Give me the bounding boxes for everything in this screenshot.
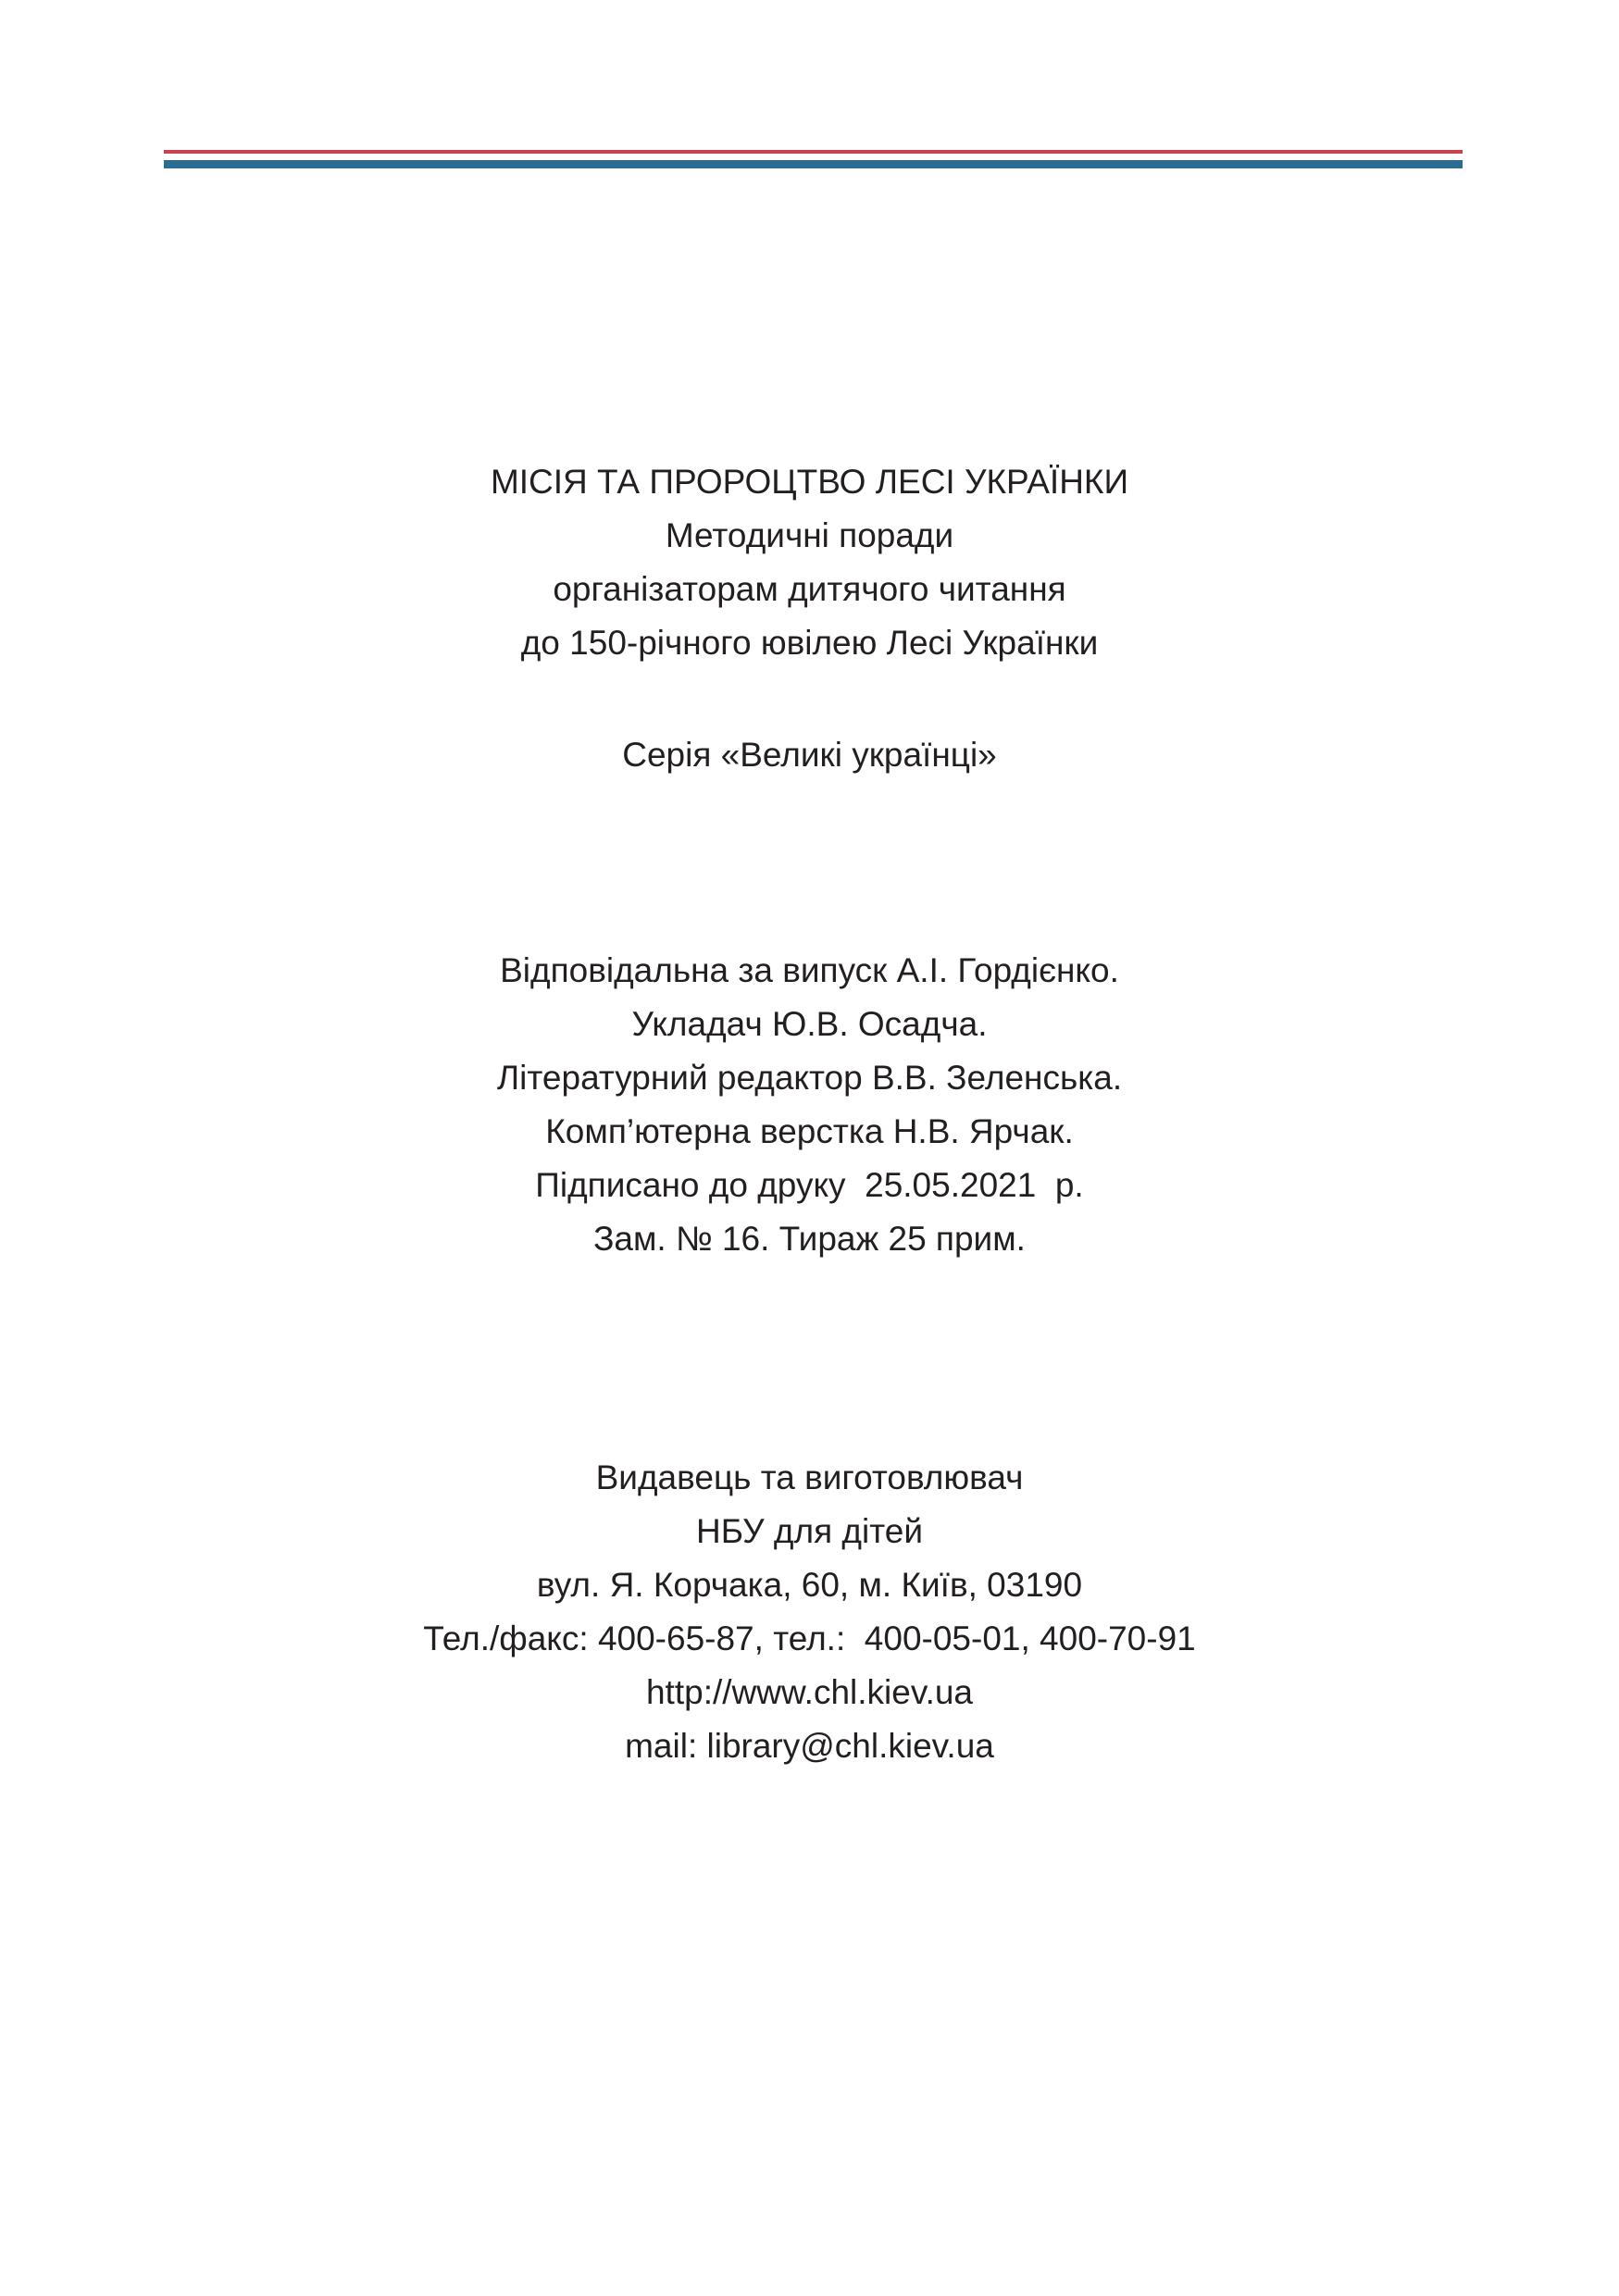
book-subtitle: Методичні поради (665, 516, 954, 554)
book-audience: організаторам дитячого читання (553, 570, 1066, 608)
credit-compiler: Укладач Ю.В. Осадча. (631, 1005, 988, 1043)
header-rule-red (164, 150, 1463, 154)
title-block (0, 455, 1619, 670)
series-name: Серія «Великі українці» (622, 736, 997, 774)
credit-layout: Комп’ютерна верстка Н.В. Ярчак. (545, 1112, 1074, 1150)
publisher-address: вул. Я. Корчака, 60, м. Київ, 03190 (536, 1566, 1083, 1604)
publisher-website: http://www.chl.kiev.ua (645, 1673, 974, 1711)
header-rule-blue (164, 160, 1463, 168)
publisher-phones: Тел./факс: 400-65-87, тел.: 400-05-01, 400-70-91 (423, 1620, 1196, 1657)
publisher-name: НБУ для дітей (695, 1512, 924, 1550)
series-block (0, 728, 1619, 782)
credit-signed-for-print: Підписано до друку 25.05.2021 р. (535, 1166, 1084, 1204)
credit-responsible: Відповідальна за випуск А.І. Гордієнко. (500, 951, 1119, 989)
publisher-label: Видавець та виготовлювач (595, 1458, 1024, 1496)
publisher-block (0, 1451, 1619, 1773)
book-occasion: до 150-річного ювілею Лесі Українки (520, 624, 1099, 662)
credit-literary-editor: Літературний редактор В.В. Зеленська. (496, 1059, 1123, 1097)
credits-block (0, 944, 1619, 1266)
publisher-email: mail: library@chl.kiev.ua (625, 1727, 994, 1765)
credit-order-circulation: Зам. № 16. Тираж 25 прим. (593, 1220, 1026, 1258)
book-title: МІСІЯ ТА ПРОРОЦТВО ЛЕСІ УКРАЇНКИ (490, 463, 1129, 501)
